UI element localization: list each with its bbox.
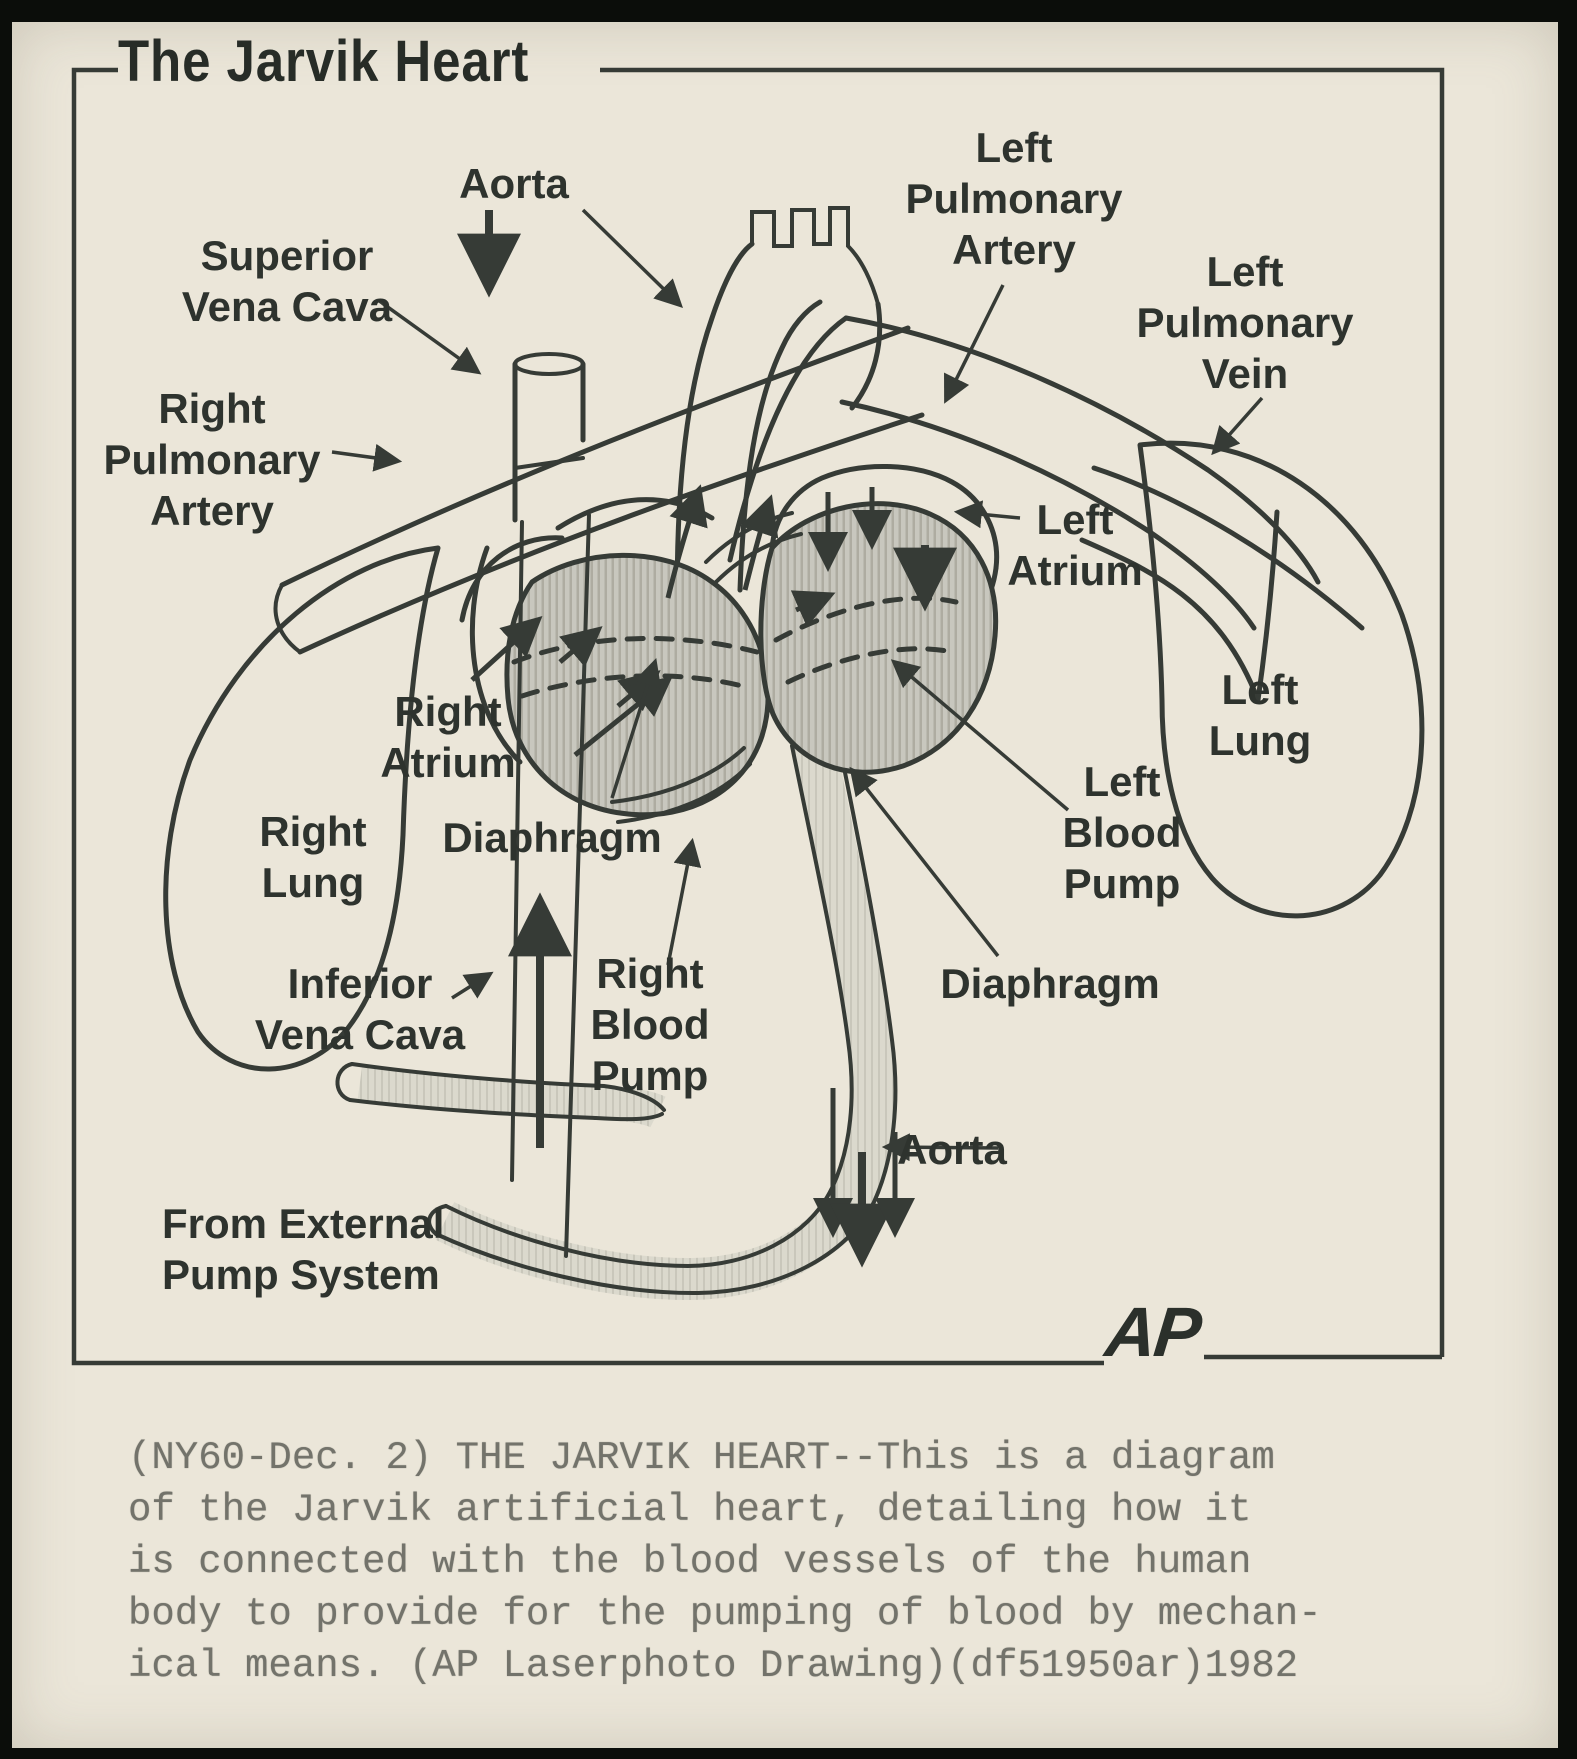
label-diaphragm-right: Diaphragm <box>940 960 1160 1007</box>
label-left-atrium: Left Atrium <box>1007 496 1143 594</box>
diagram-title: The Jarvik Heart <box>118 29 530 94</box>
label-from-external-pump-system: From External Pump System <box>162 1200 445 1298</box>
label-aorta-bottom: Aorta <box>897 1126 1007 1173</box>
label-diaphragm-left: Diaphragm <box>442 814 662 861</box>
label-superior-vena-cava: Superior Vena Cava <box>181 232 393 330</box>
label-inferior-vena-cava: Inferior Vena Cava <box>254 960 466 1058</box>
caption-line: body to provide for the pumping of blood by mechan- <box>128 1592 1322 1636</box>
caption-line: is connected with the blood vessels of the human <box>128 1540 1252 1584</box>
label-left-pulmonary-artery: Left Pulmonary Artery <box>905 124 1123 273</box>
label-right-pulmonary-artery: Right Pulmonary Artery <box>103 385 321 534</box>
caption-line: ical means. (AP Laserphoto Drawing)(df51950ar)1982 <box>128 1644 1299 1688</box>
caption-line: (NY60-Dec. 2) THE JARVIK HEART--This is a diagram <box>128 1436 1275 1480</box>
label-left-pulmonary-vein: Left Pulmonary Vein <box>1136 248 1354 397</box>
label-right-blood-pump: Right Blood Pump <box>590 950 710 1099</box>
caption-line: of the Jarvik artificial heart, detailing how it <box>128 1488 1252 1532</box>
label-left-lung: Left Lung <box>1208 666 1312 764</box>
label-left-blood-pump: Left Blood Pump <box>1062 758 1182 907</box>
photo-caption <box>128 1432 1322 1692</box>
label-aorta-top: Aorta <box>459 160 569 207</box>
ap-logo: AP <box>1101 1293 1204 1371</box>
superior-vena-cava-vessel <box>515 354 583 520</box>
label-right-atrium: Right Atrium <box>380 688 516 786</box>
label-right-lung: Right Lung <box>259 808 367 906</box>
